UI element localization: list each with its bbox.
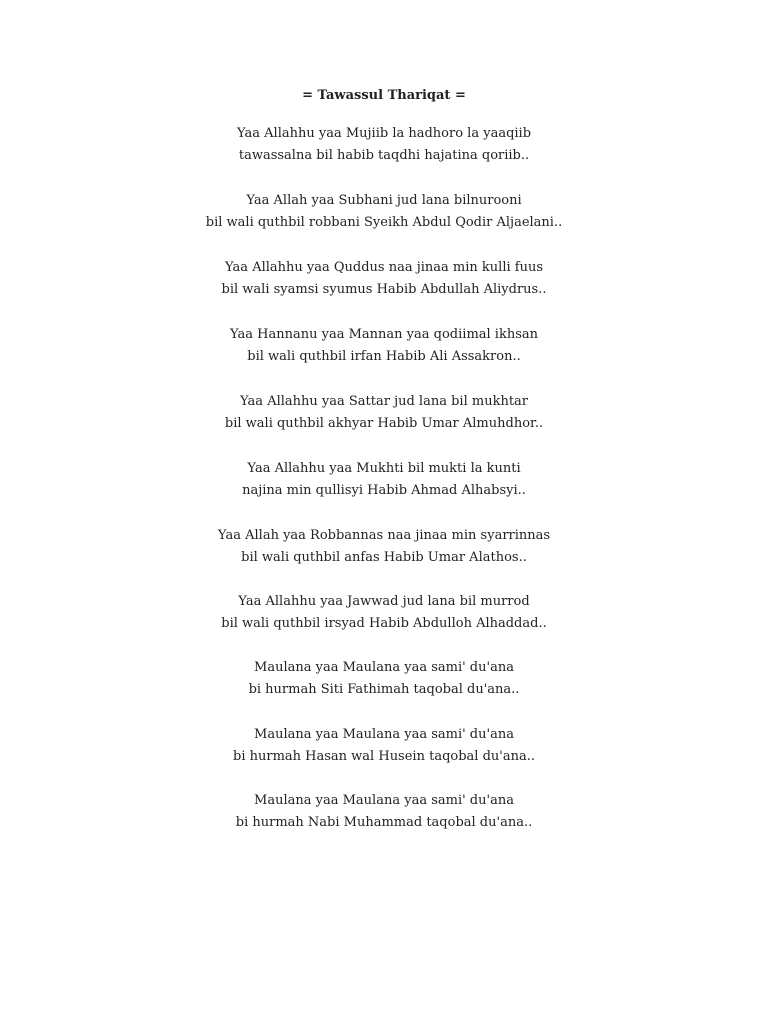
stanza: [0, 591, 768, 635]
stanza: [0, 257, 768, 301]
stanza-line: Yaa Allah yaa Robbannas naa jinaa min syarrinnas: [217, 528, 551, 543]
stanza: [0, 724, 768, 768]
stanza-line: tawassalna bil habib taqdhi hajatina qoriib..: [238, 148, 530, 163]
stanza-line: bi hurmah Hasan wal Husein taqobal du'ana..: [233, 749, 535, 764]
stanza: [0, 324, 768, 368]
stanza-line: Maulana yaa Maulana yaa sami' du'ana: [254, 727, 514, 742]
stanza-line: bil wali quthbil irsyad Habib Abdulloh Alhaddad..: [221, 616, 547, 631]
stanza-line: bi hurmah Nabi Muhammad taqobal du'ana..: [235, 815, 533, 830]
stanza-line: bil wali quthbil anfas Habib Umar Alathos..: [241, 550, 527, 565]
stanza-line: Yaa Allah yaa Subhani jud lana bilnurooni: [246, 193, 522, 208]
stanza-line: bil wali quthbil akhyar Habib Umar Almuhdhor..: [224, 416, 544, 431]
stanza: [0, 657, 768, 701]
stanza-line: Yaa Allahhu yaa Mujiib la hadhoro la yaaqiib: [236, 126, 532, 141]
stanza-line: Yaa Allahhu yaa Sattar jud lana bil mukhtar: [239, 394, 529, 409]
stanza-line: Maulana yaa Maulana yaa sami' du'ana: [254, 660, 514, 675]
stanza-line: Yaa Allahhu yaa Mukhti bil mukti la kunti: [247, 461, 521, 476]
stanza-line: bil wali syamsi syumus Habib Abdullah Aliydrus..: [221, 282, 547, 297]
page-title: = Tawassul Thariqat =: [302, 88, 466, 103]
stanza: [0, 525, 768, 569]
stanza: [0, 458, 768, 502]
stanza: [0, 790, 768, 834]
stanza: [0, 123, 768, 167]
stanza-line: najina min qullisyi Habib Ahmad Alhabsyi..: [242, 483, 526, 498]
stanza-line: bi hurmah Siti Fathimah taqobal du'ana..: [248, 682, 520, 697]
stanza: [0, 391, 768, 435]
stanza-line: Yaa Allahhu yaa Quddus naa jinaa min kulli fuus: [224, 260, 543, 275]
stanza-line: Maulana yaa Maulana yaa sami' du'ana: [254, 793, 514, 808]
stanza-line: bil wali quthbil irfan Habib Ali Assakron..: [247, 349, 521, 364]
stanza-line: Yaa Hannanu yaa Mannan yaa qodiimal ikhsan: [229, 327, 539, 342]
stanza: [0, 190, 768, 234]
stanza-line: Yaa Allahhu yaa Jawwad jud lana bil murrod: [238, 594, 530, 609]
stanza-line: bil wali quthbil robbani Syeikh Abdul Qodir Aljaelani..: [205, 215, 563, 230]
